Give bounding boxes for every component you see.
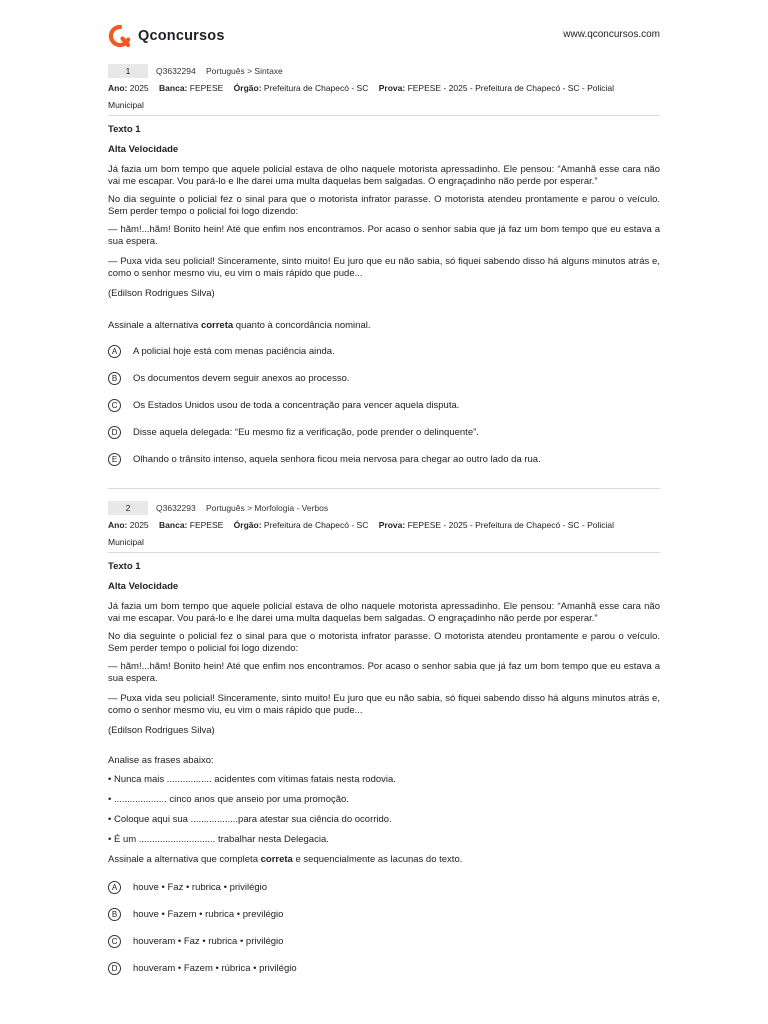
orgao-value: Prefeitura de Chapecó - SC [263,83,369,93]
question-meta [108,80,660,96]
option-b[interactable] [108,371,660,386]
bullet-2: • .................... cinco anos que anseio por uma promoção. [108,794,349,805]
texto-label: Texto 1 [108,124,141,135]
text-paragraph-2: No dia seguinte o policial fez o sinal para que o motorista infrator parasse. O motorista atendeu prontamente e parou o veículo. Sem perder tempo o policial foi logo dizendo: [108,194,660,217]
option-b[interactable] [108,907,660,922]
question-meta [108,517,660,533]
statement-post: quanto à concordância nominal. [233,320,371,331]
text-paragraph-1: Já fazia um bom tempo que aquele policial estava de olho naquele motorista apressadinho. Ele pensou: “Amanhã esse cara não vai me escapar. Vou pará-lo e lhe darei uma multa daquelas bem salgadas. O engraçadinho não perde por esperar.” [108,164,660,187]
text-title: Alta Velocidade [108,581,179,592]
bullet-4: • É um ............................. trabalhar nesta Delegacia. [108,834,329,845]
question-block-1 [108,64,660,467]
brand-logo[interactable] [108,24,225,48]
statement-bold: correta [260,854,293,865]
text-author: (Edilson Rodrigues Silva) [108,725,215,736]
banca-label: Banca: [159,520,188,530]
option-c[interactable] [108,934,660,949]
prova-value: FEPESE - 2025 - Prefeitura de Chapecó - SC - Policial [407,83,615,93]
statement-pre: Assinale a alternativa que completa [108,854,261,865]
statement-pre: Assinale a alternativa [108,320,201,331]
option-letter[interactable]: D [108,426,121,439]
banca-value: FEPESE [189,83,224,93]
prova-continuation: Municipal [108,537,144,547]
text-title: Alta Velocidade [108,144,179,155]
option-e[interactable] [108,452,660,467]
question-code[interactable]: Q3632293 [156,503,196,513]
option-letter[interactable]: C [108,399,121,412]
analise-label: Analise as frases abaixo: [108,755,214,766]
option-text: houveram • Faz • rubrica • privilégio [133,936,284,947]
qconcursos-logo-icon [108,24,132,48]
bullet-3: • Coloque aqui sua ..................para atestar sua ciência do ocorrido. [108,814,392,825]
question-code[interactable]: Q3632294 [156,66,196,76]
statement-post: e sequencialmente as lacunas do texto. [292,854,463,865]
option-text: A policial hoje está com menas paciência ainda. [133,346,335,357]
option-letter[interactable]: B [108,372,121,385]
ano-value: 2025 [129,83,149,93]
orgao-value: Prefeitura de Chapecó - SC [263,520,369,530]
option-letter[interactable]: A [108,881,121,894]
option-d[interactable] [108,425,660,440]
option-text: Olhando o trânsito intenso, aquela senhora ficou meia nervosa para chegar ao outro lado da rua. [133,454,541,465]
bullet-1: • Nunca mais ................. acidentes com vítimas fatais nesta rodovia. [108,774,396,785]
prova-value: FEPESE - 2025 - Prefeitura de Chapecó - SC - Policial [407,520,615,530]
option-letter[interactable]: A [108,345,121,358]
question-subject[interactable]: Português > Morfologia - Verbos [206,503,329,513]
banca-value: FEPESE [189,520,224,530]
option-letter[interactable]: D [108,962,121,975]
banca-label: Banca: [159,83,188,93]
option-text: houveram • Fazem • rúbrica • privilégio [133,963,297,974]
text-paragraph-1: Já fazia um bom tempo que aquele policial estava de olho naquele motorista apressadinho. Ele pensou: “Amanhã esse cara não vai me escapar. Vou pará-lo e lhe darei uma multa daquelas bem salgadas. O engraçadinho não perde por esperar.” [108,601,660,624]
option-c[interactable] [108,398,660,413]
divider [108,552,660,553]
ano-value: 2025 [129,520,149,530]
prova-label: Prova: [378,83,406,93]
option-text: Os documentos devem seguir anexos ao processo. [133,373,350,384]
orgao-label: Órgão: [233,520,262,530]
question-statement [108,320,660,332]
ano-label: Ano: [108,83,128,93]
page-header [108,22,660,52]
question-number: 2 [108,501,148,515]
option-letter[interactable]: C [108,935,121,948]
site-url[interactable]: www.qconcursos.com [563,29,660,40]
question-number: 1 [108,64,148,78]
text-paragraph-4: — Puxa vida seu policial! Sinceramente, sinto muito! Eu juro que eu não sabia, só fiquei sabendo disso há alguns minutos atrás e, como o senhor mesmo viu, eu vim o mais rápido que pude... [108,693,660,716]
question-statement [108,854,660,866]
orgao-label: Órgão: [233,83,262,93]
option-text: houve • Fazem • rubrica • previlégio [133,909,284,920]
question-subject[interactable]: Português > Sintaxe [206,66,283,76]
text-paragraph-3: — hãm!...hãm! Bonito hein! Até que enfim nos encontramos. Por acaso o senhor sabia que já faz um bom tempo que eu estava a sua espera. [108,661,660,684]
texto-label: Texto 1 [108,561,141,572]
option-text: Os Estados Unidos usou de toda a concentração para vencer aquela disputa. [133,400,460,411]
question-block-2 [108,501,660,976]
prova-label: Prova: [378,520,406,530]
prova-continuation: Municipal [108,100,144,110]
text-paragraph-2: No dia seguinte o policial fez o sinal para que o motorista infrator parasse. O motorista atendeu prontamente e parou o veículo. Sem perder tempo o policial foi logo dizendo: [108,631,660,654]
question-header [108,64,660,79]
statement-bold: correta [200,320,234,331]
option-a[interactable] [108,344,660,359]
option-letter[interactable]: E [108,453,121,466]
option-letter[interactable]: B [108,908,121,921]
option-text: houve • Faz • rubrica • privilégio [133,882,268,893]
text-paragraph-3: — hãm!...hãm! Bonito hein! Até que enfim nos encontramos. Por acaso o senhor sabia que já faz um bom tempo que eu estava a sua espera. [108,224,660,247]
question-header [108,501,660,516]
option-d[interactable] [108,961,660,976]
question-separator [108,488,660,489]
option-a[interactable] [108,880,660,895]
brand-name: Qconcursos [138,28,225,44]
ano-label: Ano: [108,520,128,530]
text-author: (Edilson Rodrigues Silva) [108,288,215,299]
text-paragraph-4: — Puxa vida seu policial! Sinceramente, sinto muito! Eu juro que eu não sabia, só fiquei sabendo disso há alguns minutos atrás e, como o senhor mesmo viu, eu vim o mais rápido que pude... [108,256,660,279]
option-text: Disse aquela delegada: “Eu mesmo fiz a verificação, pode prender o delinquente”. [133,427,479,438]
divider [108,115,660,116]
